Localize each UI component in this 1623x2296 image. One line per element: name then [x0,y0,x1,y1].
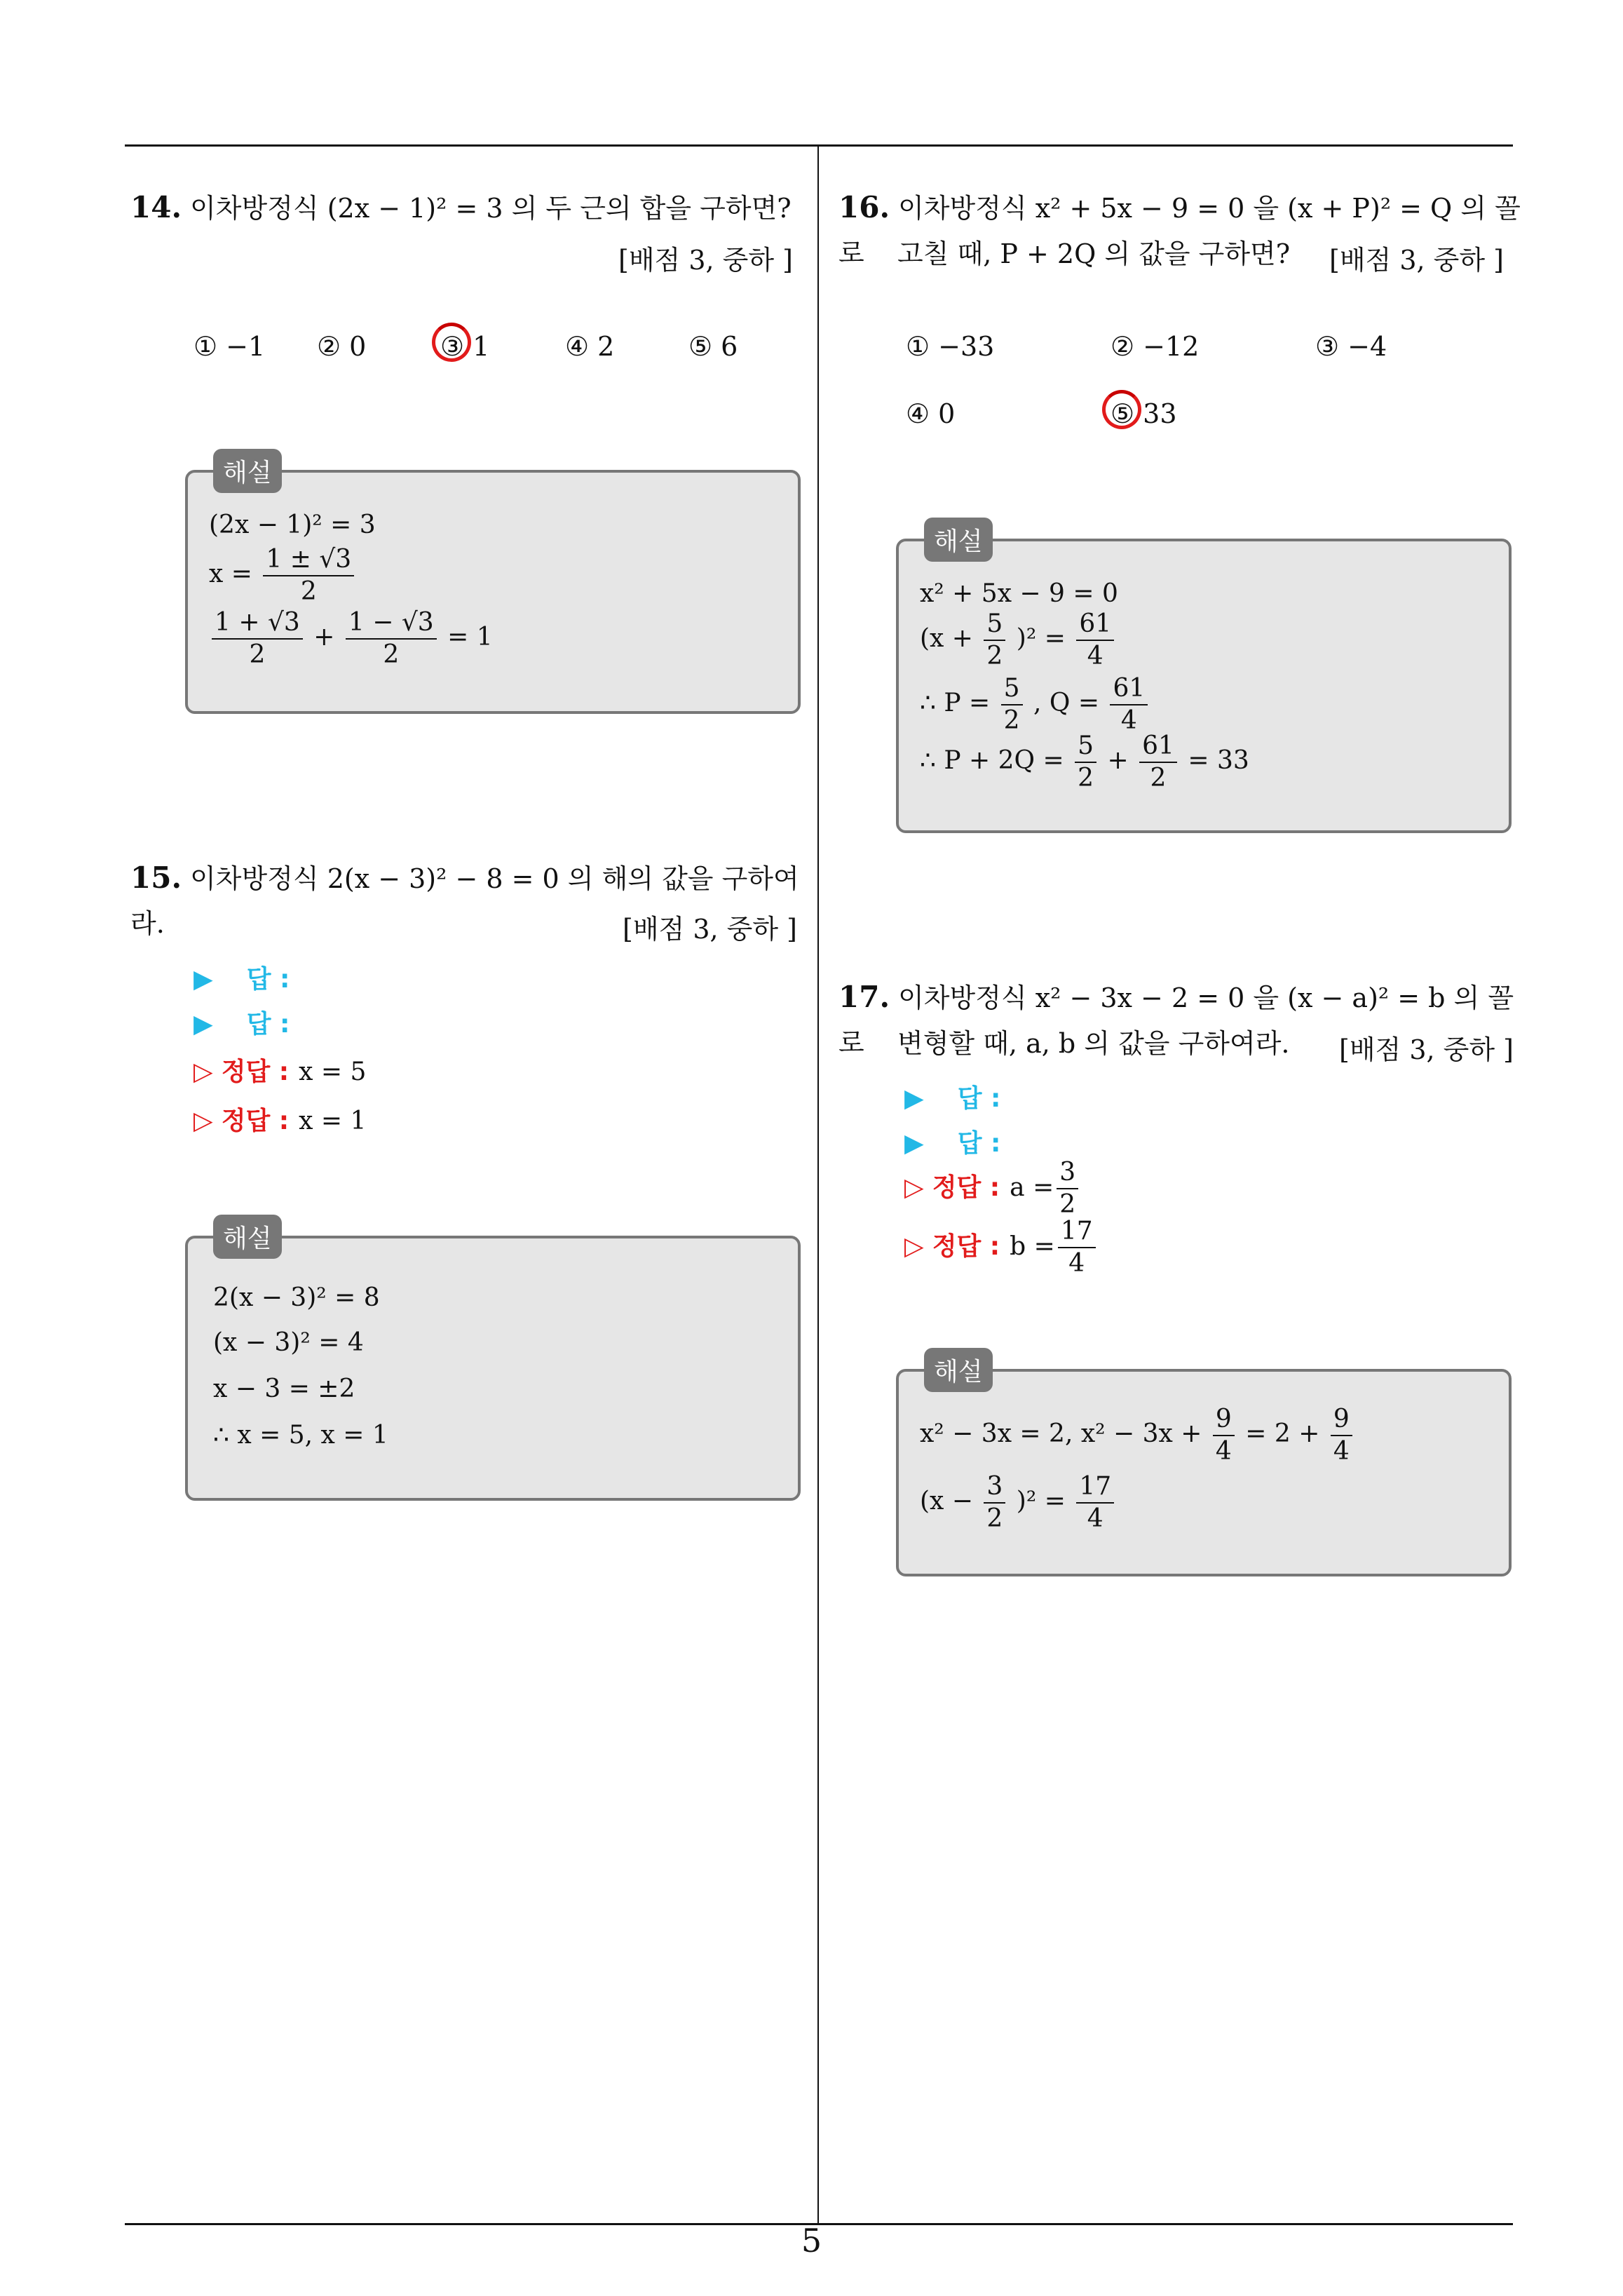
correct-marker-icon: ▷ [193,1107,213,1135]
top-rule [125,144,1513,147]
question-meta: [배점 3, 중하 ] [1339,1034,1514,1065]
solution-box [185,1236,801,1501]
question-number: 15. [130,860,182,895]
answer-marker-icon: ▶ [193,1010,213,1039]
question-number: 14. [130,190,182,224]
answer-row-2 [904,1123,1000,1159]
solution-line-1: x² + 5x − 9 = 0 [920,579,1118,608]
solution-tag: 해설 [924,518,993,562]
question-text-1: 이차방정식 x² + 5x − 9 = 0 을 (x + P)² = Q 의 꼴로 [838,193,1521,269]
correct-marker-icon: ▷ [904,1173,924,1202]
answer-label: 답 : [957,1084,1001,1113]
choice-5-selected[interactable] [1111,398,1177,429]
correct-row-2 [193,1101,366,1137]
choice-5[interactable]: ⑤ 6 [688,331,738,362]
solution-line-2: (x − 3)² = 4 [213,1328,364,1357]
answer-row-2 [193,1004,290,1040]
question-text-1: 이차방정식 x² − 3x − 2 = 0 을 (x − a)² = b 의 꼴로 [838,982,1514,1058]
correct-row-2: ▷ 정답 : b = $\frac{17}{4}$ [904,1216,1099,1279]
solution-line-1: x² − 3x = 2, x² − 3x + $\frac{9}{4}$ = 2 + $\frac{9}{4}$ [920,1404,1355,1467]
solution-tag: 해설 [213,449,282,493]
solution-line-3: x − 3 = ±2 [213,1375,355,1403]
column-divider [817,144,819,2224]
choice-4[interactable]: ④ 0 [906,398,956,429]
question-meta: [배점 3, 중하 ] [618,245,793,276]
choice-4[interactable]: ④ 2 [565,331,615,362]
question-17-line-2: 변형할 때, a, b 의 값을 구하여라. [897,1028,1290,1059]
question-meta: [배점 3, 중하 ] [623,914,797,945]
answer-row-1 [904,1079,1000,1114]
correct-row-1: ▷ 정답 : a = $\frac{3}{2}$ [904,1157,1081,1220]
question-16-line-2: 고칠 때, P + 2Q 의 값을 구하면? [897,238,1291,269]
solution-line-1: (2x − 1)² = 3 [209,511,376,539]
question-number: 16. [838,190,890,224]
correct-label: 정답 : [932,1173,1000,1202]
page-number: 5 [801,2222,822,2260]
correct-value: b = [1010,1232,1055,1261]
correct-row-1 [193,1052,366,1088]
solution-line-4: ∴ x = 5, x = 1 [213,1421,388,1450]
choice-2[interactable]: ② −12 [1111,331,1200,362]
question-14 [130,185,803,231]
correct-value: x = 1 [299,1107,367,1135]
selected-answer-mark: ⑤ [1111,398,1135,429]
question-meta: [배점 3, 중하 ] [1329,245,1504,276]
choice-2[interactable]: ② 0 [317,331,367,362]
solution-line-1: 2(x − 3)² = 8 [213,1283,380,1312]
choice-3-value: 1 [473,331,490,362]
question-number: 17. [838,980,890,1014]
solution-tag: 해설 [213,1215,282,1259]
correct-label: 정답 : [221,1107,290,1135]
correct-value: x = 5 [299,1058,367,1086]
solution-line-2: (x − $\frac{3}{2}$ )² = $\frac{17}{4}$ [920,1471,1117,1534]
answer-label: 답 : [957,1129,1001,1158]
solution-line-3: $\frac{1 + √3}{2}$ + $\frac{1 - √3}{2}$ = 1 [209,607,493,670]
correct-label: 정답 : [932,1232,1000,1261]
correct-label: 정답 : [221,1058,290,1086]
answer-marker-icon: ▶ [904,1084,924,1113]
correct-marker-icon: ▷ [904,1232,924,1261]
solution-line-2: x = $\frac{1 \pm √3}{2}$ [209,544,357,607]
choice-5-value: 33 [1143,398,1177,429]
choice-3[interactable]: ③ −4 [1315,331,1387,362]
answer-label: 답 : [246,1010,290,1039]
choice-3-selected[interactable] [440,331,489,362]
solution-tag: 해설 [924,1348,993,1392]
answer-label: 답 : [246,965,290,994]
question-text: 이차방정식 2(x − 3)² − 8 = 0 의 해의 값을 구하여라. [130,863,799,939]
answer-marker-icon: ▶ [904,1129,924,1158]
choice-1[interactable]: ① −33 [906,331,995,362]
correct-marker-icon: ▷ [193,1058,213,1086]
solution-line-2: (x + $\frac{5}{2}$ )² = $\frac{61}{4}$ [920,609,1117,672]
selected-answer-mark: ③ [440,331,465,362]
solution-line-4: ∴ P + 2Q = $\frac{5}{2}$ + $\frac{61}{2}$ = 33 [920,731,1249,792]
choice-1[interactable]: ① −1 [193,331,266,362]
solution-line-3: ∴ P = $\frac{5}{2}$ , Q = $\frac{61}{4}$ [920,673,1150,736]
question-text: 이차방정식 (2x − 1)² = 3 의 두 근의 합을 구하면? [190,193,792,224]
correct-value: a = [1010,1173,1054,1202]
answer-row-1 [193,959,290,995]
answer-marker-icon: ▶ [193,965,213,994]
